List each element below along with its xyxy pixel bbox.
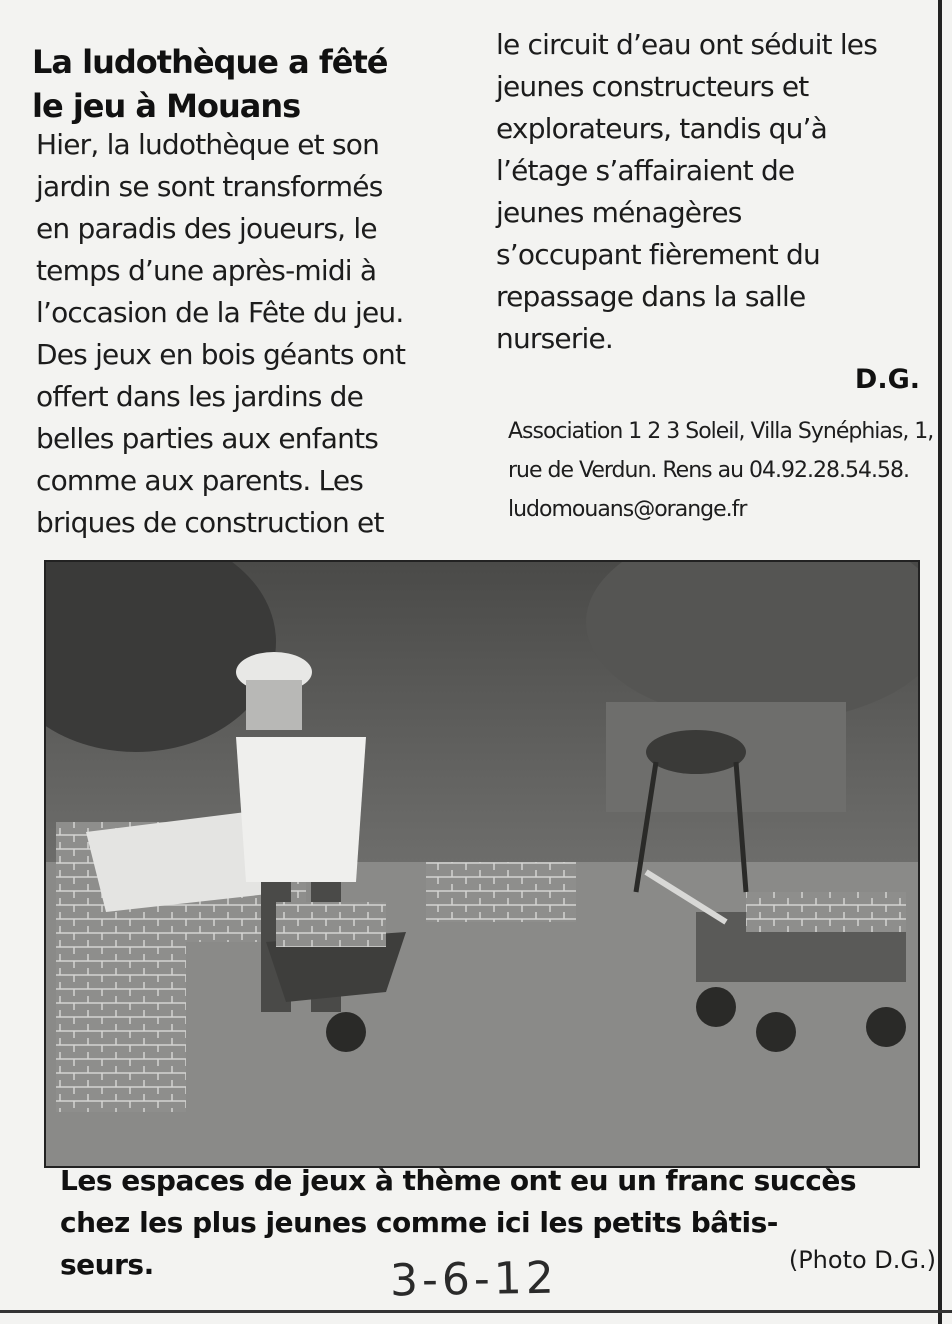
body-line: en paradis des joueurs, le bbox=[36, 212, 377, 245]
contact-line: Association 1 2 3 Soleil, Villa Synéphias, 1, bbox=[508, 419, 934, 444]
caption-line: Les espaces de jeux à thème ont eu un franc succès bbox=[60, 1164, 857, 1197]
headline-line: le jeu à Mouans bbox=[32, 87, 301, 125]
body-line: temps d’une après-midi à bbox=[36, 254, 377, 287]
brick-wall bbox=[426, 862, 576, 922]
body-line: nurserie. bbox=[496, 322, 614, 355]
headline-line: La ludothèque a fêté bbox=[32, 43, 388, 81]
body-line: Hier, la ludothèque et son bbox=[36, 128, 380, 161]
handwritten-date: 3-6-12 bbox=[389, 1252, 559, 1307]
body-line: jeunes constructeurs et bbox=[496, 70, 809, 103]
photo-illustration bbox=[46, 562, 918, 1166]
author-signature: D.G. bbox=[854, 364, 920, 395]
body-line: Des jeux en bois géants ont bbox=[36, 338, 406, 371]
column-rule bbox=[938, 0, 942, 1324]
contact-email: ludomouans@orange.fr bbox=[508, 497, 747, 522]
body-line: belles parties aux enfants bbox=[36, 422, 379, 455]
contact-line: rue de Verdun. Rens au 04.92.28.54.58. bbox=[508, 458, 909, 483]
body-line: comme aux parents. Les bbox=[36, 464, 364, 497]
article-photo bbox=[44, 560, 920, 1168]
article-body-left-column bbox=[36, 124, 476, 544]
body-line: l’étage s’affairaient de bbox=[496, 154, 795, 187]
body-line: l’occasion de la Fête du jeu. bbox=[36, 296, 404, 329]
bottom-rule bbox=[0, 1310, 952, 1313]
caption-line: chez les plus jeunes comme ici les petits bâtis- bbox=[60, 1206, 778, 1239]
photo-credit: (Photo D.G.) bbox=[788, 1246, 936, 1274]
body-line: le circuit d’eau ont séduit les bbox=[496, 28, 878, 61]
body-line: repassage dans la salle bbox=[496, 280, 806, 313]
article-headline bbox=[32, 40, 472, 128]
body-line: jeunes ménagères bbox=[496, 196, 742, 229]
contact-info bbox=[508, 412, 934, 529]
caption-line: seurs. bbox=[60, 1248, 154, 1281]
body-line: s’occupant fièrement du bbox=[496, 238, 820, 271]
body-line: explorateurs, tandis qu’à bbox=[496, 112, 828, 145]
article-body-right-column bbox=[496, 24, 926, 360]
body-line: offert dans les jardins de bbox=[36, 380, 364, 413]
body-line: jardin se sont transformés bbox=[36, 170, 383, 203]
body-line: briques de construction et bbox=[36, 506, 384, 539]
